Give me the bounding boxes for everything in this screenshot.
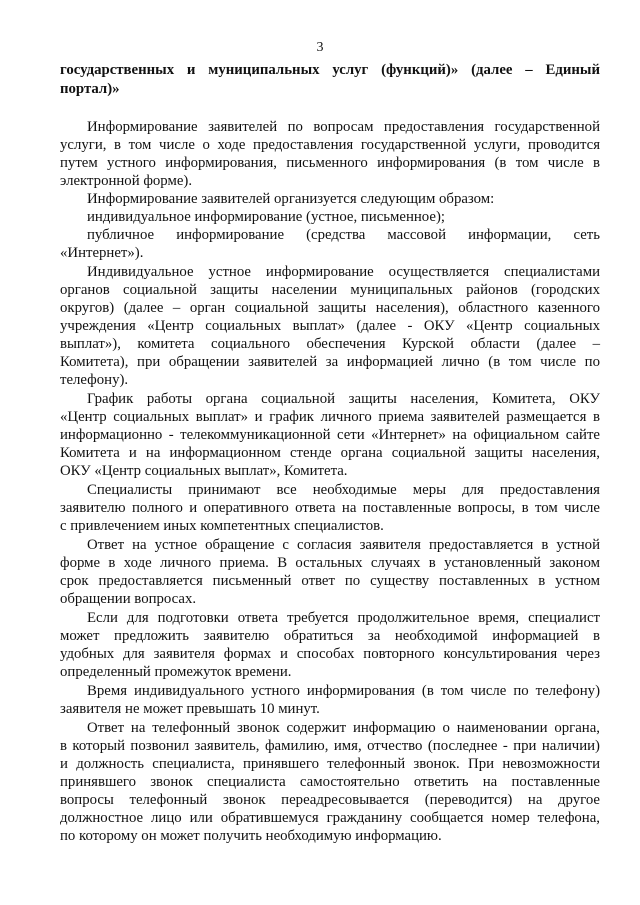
text-line: срок предоставляется письменный ответ по существу поставленных в устном xyxy=(60,573,600,589)
text-line: округов) (далее – орган социальной защиты населения), областного казенного xyxy=(60,300,600,316)
paragraph-first-line: публичное информирование (средства массовой информации, сеть xyxy=(87,227,600,243)
text-line: Комитета), при обращении заявителей за информацией лично (в том числе по xyxy=(60,354,600,370)
text-line: и должность специалиста, принявшего телефонный звонок. При невозможности xyxy=(60,756,600,772)
page-number: 3 xyxy=(316,40,324,55)
paragraph-first-line: Информирование заявителей организуется следующим образом: xyxy=(87,191,495,207)
text-line: ОКУ «Центр социальных выплат», Комитета. xyxy=(60,463,348,479)
text-line: «Центр социальных выплат» и график личного приема заявителей размещается в xyxy=(60,409,600,425)
paragraph-first-line: Ответ на телефонный звонок содержит информацию о наименовании органа, xyxy=(87,720,600,736)
text-line: выплат»), комитета социального обеспечения Курской области (далее – xyxy=(60,336,600,352)
text-line: органов социальной защиты населении муниципальных районов (городских xyxy=(60,282,600,298)
paragraph-first-line: График работы органа социальной защиты населения, Комитета, ОКУ xyxy=(87,391,600,407)
paragraph-first-line: Если для подготовки ответа требуется продолжительное время, специалист xyxy=(87,610,600,626)
text-line: заявителя не может превышать 10 минут. xyxy=(60,701,320,717)
paragraph-first-line: Индивидуальное устное информирование осуществляется специалистами xyxy=(87,264,600,280)
heading-line: портал)» xyxy=(60,81,120,97)
text-line: может предложить заявителю обратиться за необходимой информацией в xyxy=(60,628,600,644)
heading-line: государственных и муниципальных услуг (функций)» (далее – Единый xyxy=(60,62,600,78)
text-line: принявшего звонок специалиста самостоятельно ответить на поставленные xyxy=(60,774,600,790)
text-line: «Интернет»). xyxy=(60,245,144,261)
text-line: с привлечением иных компетентных специалистов. xyxy=(60,518,384,534)
text-line: услуги, в том числе о ходе предоставления государственной услуги, проводится xyxy=(60,137,600,153)
text-line: определенный промежуток времени. xyxy=(60,664,292,680)
paragraph-first-line: Время индивидуального устного информирования (в том числе по телефону) xyxy=(87,683,600,699)
text-line: Комитета и на информационном стенде органа социальной защиты населения, xyxy=(60,445,600,461)
text-line: телефону). xyxy=(60,372,129,388)
text-line: по которому он может получить необходимую информацию. xyxy=(60,828,442,844)
text-line: удобных для заявителя формах и способах повторного консультирования через xyxy=(60,646,600,662)
text-line: учреждения «Центр социальных выплат» (далее - ОКУ «Центр социальных xyxy=(60,318,600,334)
text-line: в который позвонил заявитель, фамилию, имя, отчество (последнее - при наличии) xyxy=(60,738,600,754)
paragraph-first-line: Специалисты принимают все необходимые меры для предоставления xyxy=(87,482,600,498)
paragraph-first-line: индивидуальное информирование (устное, письменное); xyxy=(87,209,445,225)
text-line: информационно - телекоммуникационной сети «Интернет» на официальном сайте xyxy=(60,427,600,443)
text-line: заявителю полного и оперативного ответа на поставленные вопросы, в том числе xyxy=(60,500,600,516)
paragraph-first-line: Ответ на устное обращение с согласия заявителя предоставляется в устной xyxy=(87,537,600,553)
text-line: должностное лицо или обратившемуся гражданину сообщается номер телефона, xyxy=(60,810,600,826)
text-line: путем устного информирования, письменного информирования (в том числе в xyxy=(60,155,600,171)
text-line: вопросы телефонный звонок переадресовывается (переводится) на другое xyxy=(60,792,600,808)
text-line: электронной форме). xyxy=(60,173,193,189)
paragraph-first-line: Информирование заявителей по вопросам предоставления государственной xyxy=(87,119,600,135)
text-line: форме в ходе личного приема. В остальных случаях в установленный законом xyxy=(60,555,600,571)
text-line: обращении вопросах. xyxy=(60,591,197,607)
